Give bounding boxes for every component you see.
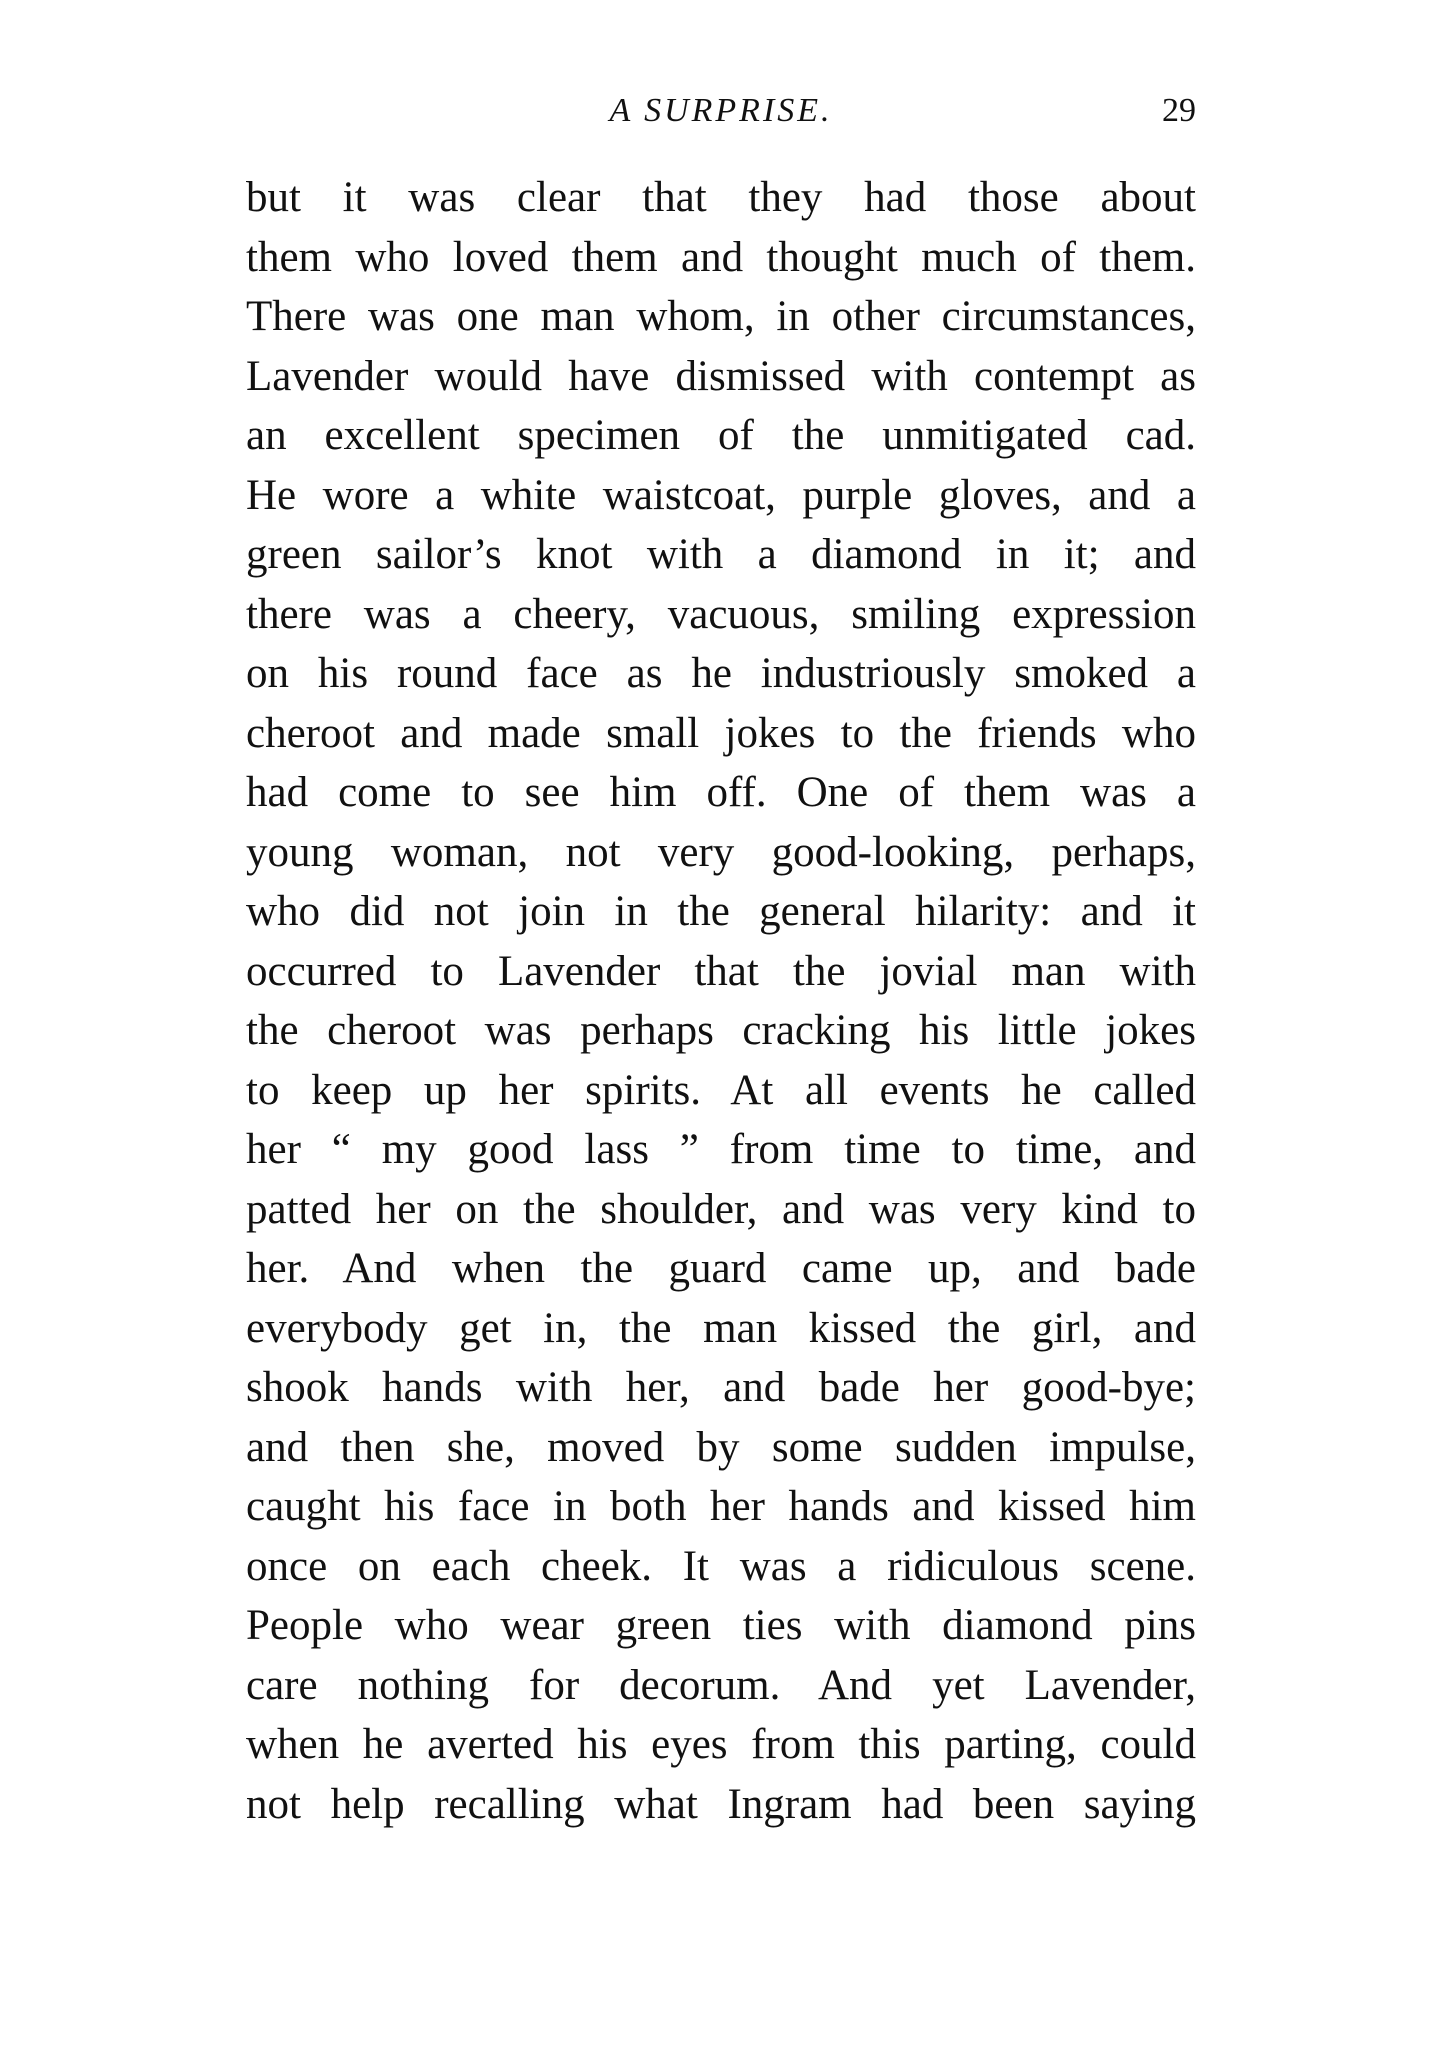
text-line: to keep up her spirits. At all events he called	[246, 1066, 1196, 1114]
text-line: had come to see him off. One of them was a	[246, 769, 1196, 816]
text-line: People who wear green ties with diamond pins	[246, 1602, 1196, 1649]
text-line: He wore a white waistcoat, purple gloves, and a	[246, 471, 1196, 519]
text-line: her “ my good lass ” from time to time, and	[246, 1126, 1196, 1173]
text-line: once on each cheek. It was a ridiculous scene.	[246, 1542, 1196, 1590]
text-line: caught his face in both her hands and kissed him	[246, 1483, 1196, 1530]
running-head	[246, 92, 1196, 142]
text-line: There was one man whom, in other circumstances,	[246, 293, 1196, 340]
text-line: not help recalling what Ingram had been saying	[246, 1780, 1196, 1828]
text-line: cheroot and made small jokes to the friends who	[246, 709, 1196, 757]
text-line: on his round face as he industriously smoked a	[246, 650, 1196, 697]
text-line: young woman, not very good-looking, perhaps,	[246, 828, 1196, 876]
text-line: an excellent specimen of the unmitigated cad.	[246, 412, 1196, 459]
text-line: green sailor’s knot with a diamond in it; and	[246, 531, 1196, 578]
text-line: her. And when the guard came up, and bade	[246, 1245, 1196, 1292]
text-line: who did not join in the general hilarity: and it	[246, 888, 1196, 935]
body-text	[246, 168, 1196, 1834]
text-line: patted her on the shoulder, and was very kind to	[246, 1185, 1196, 1233]
text-line: when he averted his eyes from this parting, could	[246, 1721, 1196, 1768]
text-line: and then she, moved by some sudden impulse,	[246, 1423, 1196, 1471]
text-line: them who loved them and thought much of them.	[246, 233, 1196, 281]
text-line: shook hands with her, and bade her good-bye;	[246, 1364, 1196, 1411]
text-line: there was a cheery, vacuous, smiling expression	[246, 590, 1196, 638]
text-line: care nothing for decorum. And yet Lavender,	[246, 1661, 1196, 1709]
text-line: occurred to Lavender that the jovial man with	[246, 947, 1196, 995]
text-line: everybody get in, the man kissed the girl, and	[246, 1304, 1196, 1352]
text-line: but it was clear that they had those about	[246, 174, 1196, 221]
text-line: Lavender would have dismissed with contempt as	[246, 352, 1196, 400]
running-title: A SURPRISE.	[609, 92, 833, 129]
text-line: the cheroot was perhaps cracking his little jokes	[246, 1007, 1196, 1054]
page-number: 29	[1162, 92, 1196, 129]
